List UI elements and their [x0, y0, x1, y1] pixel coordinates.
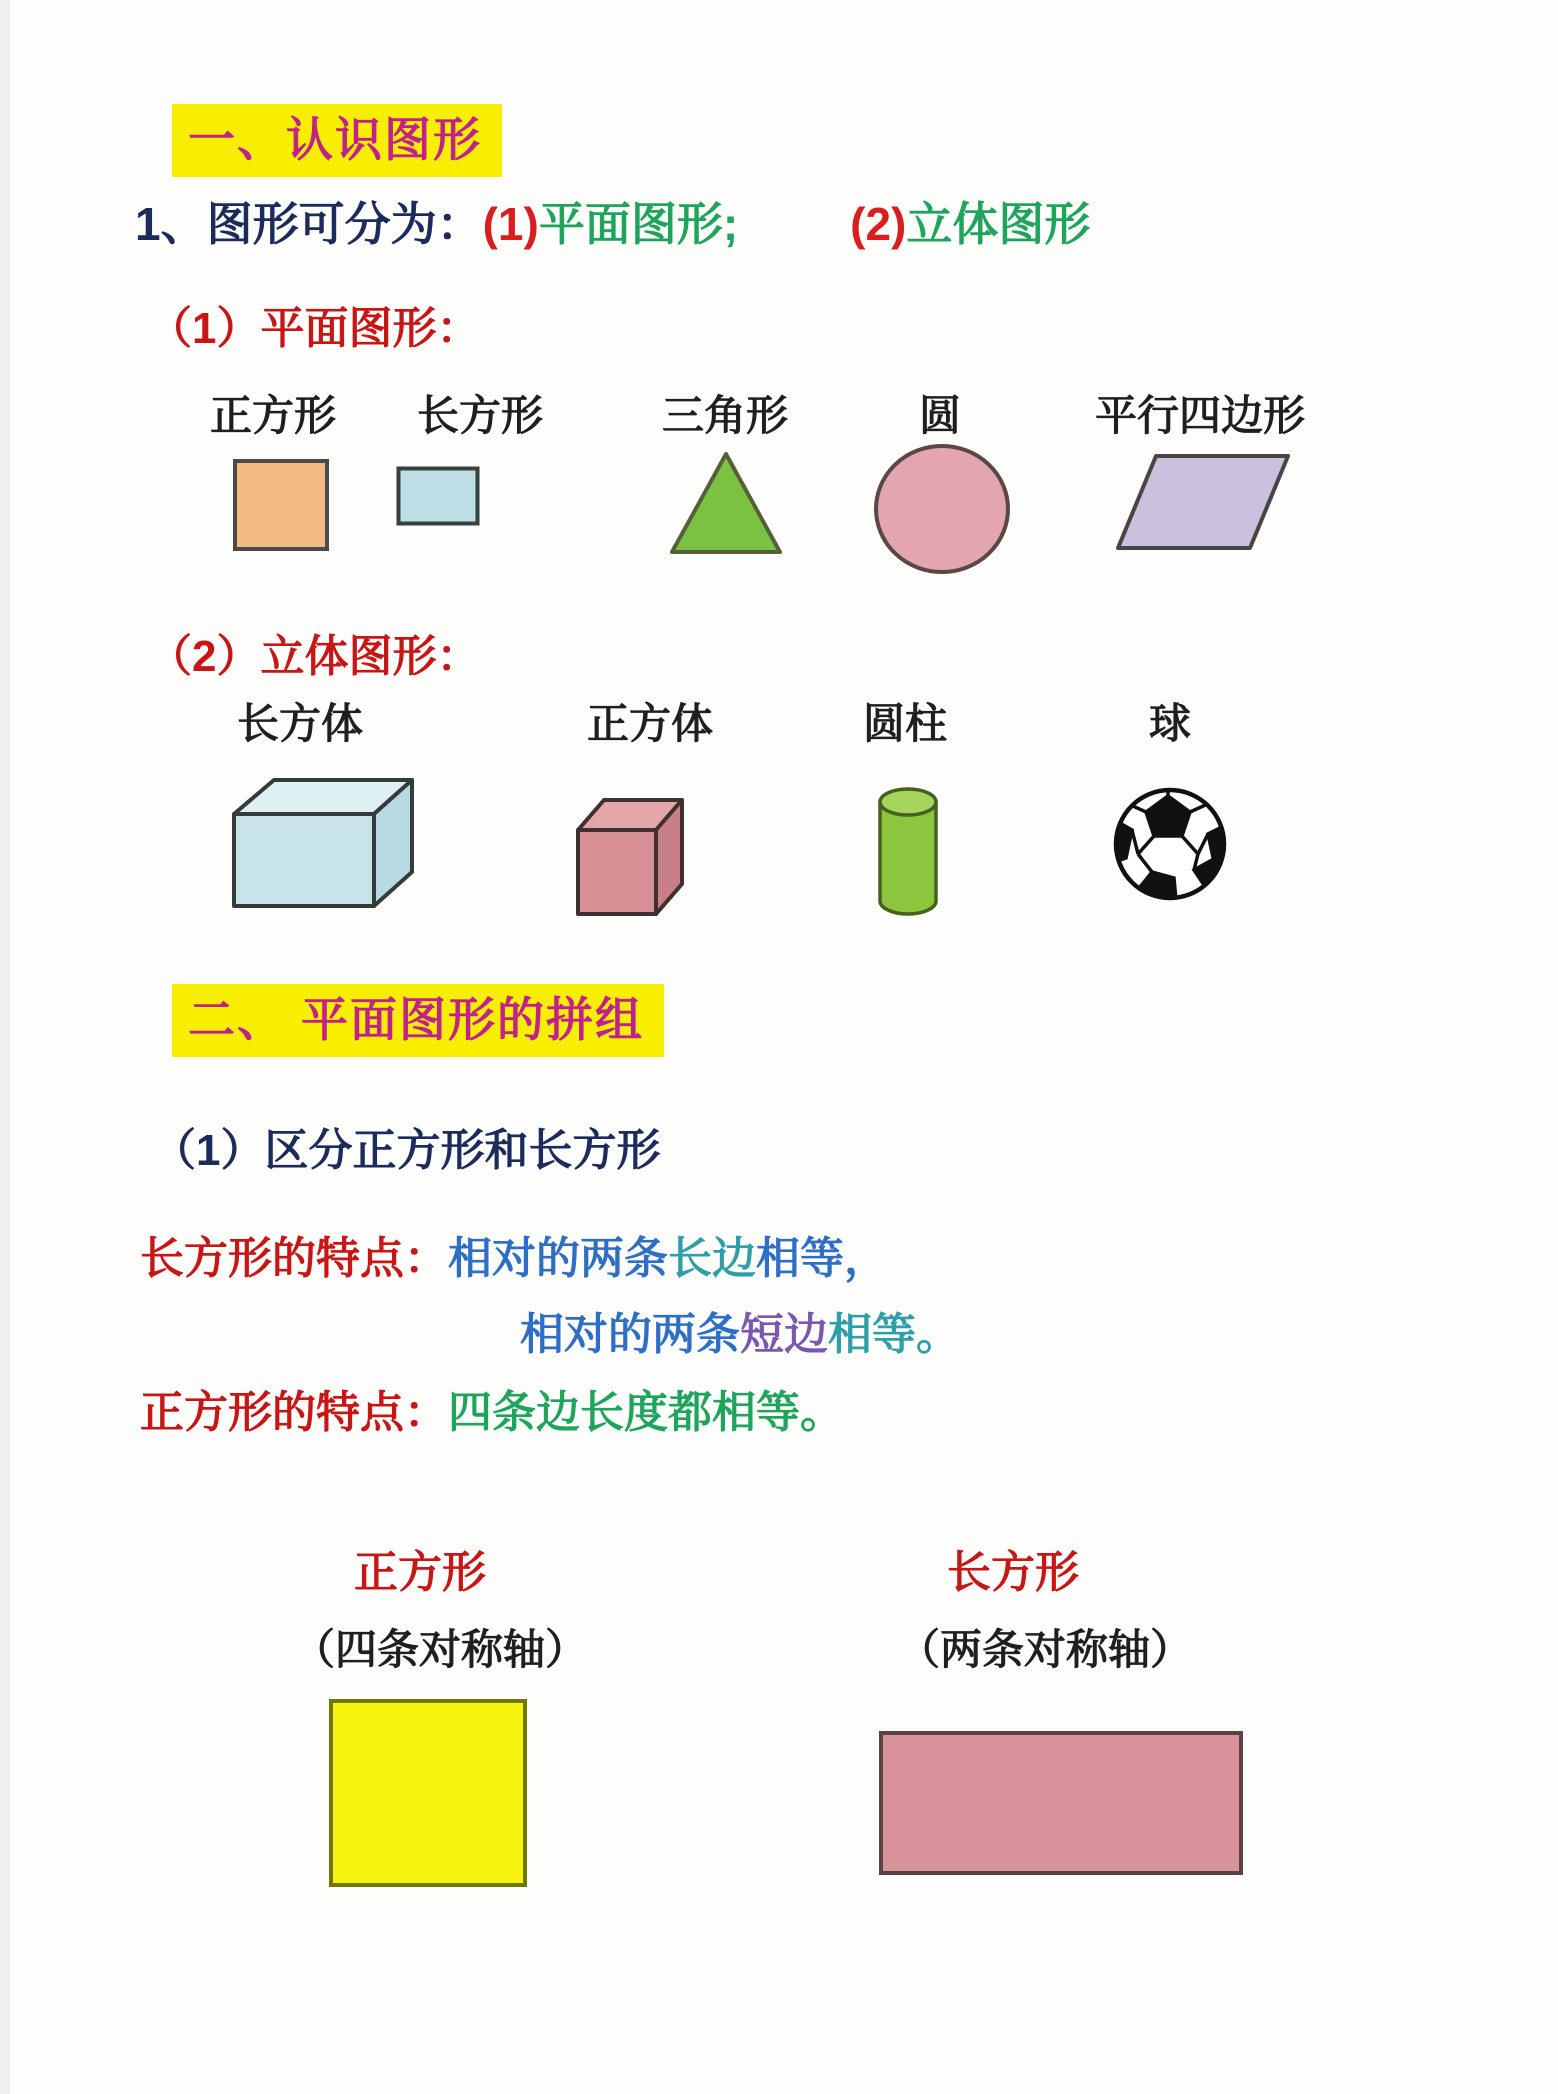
compare-square-title: 正方形 [354, 1548, 486, 1597]
square-fill [235, 461, 327, 549]
rect-feat-l2-seg3: 相等。 [828, 1310, 960, 1359]
triangle-fill [672, 454, 780, 552]
solid-label-cube: 正方体 [586, 700, 714, 747]
flat-label-square: 正方形 [209, 392, 337, 439]
square-features-label: 正方形的特点： [140, 1388, 448, 1437]
flat-label-rectangle: 长方形 [416, 392, 544, 439]
soccer-ball-shape [1110, 784, 1230, 904]
solid-label-sphere: 球 [1148, 700, 1192, 747]
section1-title: 一、认识图形 [172, 104, 502, 177]
square-shape [232, 458, 330, 552]
solid-label-cylinder: 圆柱 [862, 700, 948, 747]
section2-title: 二、 平面图形的拼组 [172, 984, 664, 1057]
cuboid-shape [226, 770, 418, 910]
cube-shape [572, 792, 690, 920]
cylinder-body [880, 802, 936, 914]
rect-feat-l2-seg2: 短边 [740, 1310, 828, 1359]
flat-shapes-heading: （1）平面图形： [148, 304, 481, 353]
solid-shapes-heading: （2）立体图形： [148, 632, 481, 681]
parallelogram-shape [1116, 452, 1292, 552]
big-yellow-square [328, 1698, 528, 1888]
rectangle-fill [399, 469, 478, 524]
rectangle-features-label: 长方形的特点： [140, 1234, 448, 1283]
compare-square-note: （四条对称轴） [292, 1626, 588, 1673]
parallelogram-fill [1118, 456, 1288, 548]
cube-front-face [578, 830, 656, 914]
compare-rectangle-note: （两条对称轴） [897, 1626, 1193, 1673]
circle-fill [876, 446, 1008, 572]
square-features-text: 四条边长度都相等。 [448, 1388, 844, 1437]
cylinder-shape [876, 784, 944, 920]
rect-feat-l2-seg1: 相对的两条 [520, 1310, 740, 1359]
cylinder-top [880, 789, 936, 815]
rect-feat-l1-seg3: 相等， [756, 1234, 888, 1283]
intro-prefix: 1、图形可分为： [135, 198, 483, 250]
solid-label-cuboid: 长方体 [236, 700, 364, 747]
flat-label-circle: 圆 [918, 392, 962, 439]
intro-solid-label: 立体图形 [906, 198, 1091, 250]
intro-number-1: (1) [482, 198, 539, 250]
intro-line [135, 198, 1090, 251]
flat-label-parallelogram: 平行四边形 [1094, 392, 1306, 439]
rect-feat-l1-seg1: 相对的两条 [448, 1234, 668, 1283]
big-rectangle-fill [881, 1733, 1241, 1873]
square-features-line [140, 1388, 844, 1439]
triangle-shape [668, 450, 784, 556]
rectangle-features-line2 [520, 1310, 960, 1361]
big-pink-rectangle [878, 1730, 1244, 1876]
intro-flat-label: 平面图形; [538, 198, 739, 250]
cuboid-front-face [234, 814, 374, 906]
rectangle-shape [396, 466, 480, 526]
section1-title-highlight [172, 104, 502, 177]
big-square-fill [331, 1701, 525, 1885]
rect-feat-l1-seg2: 长边 [668, 1234, 756, 1283]
circle-shape [872, 442, 1012, 576]
rectangle-features-line1 [140, 1234, 888, 1285]
section2-subheading: （1）区分正方形和长方形 [152, 1126, 661, 1175]
section2-title-highlight [172, 984, 664, 1057]
intro-number-2: (2) [850, 198, 907, 250]
flat-label-triangle: 三角形 [661, 392, 789, 439]
compare-rectangle-title: 长方形 [947, 1548, 1079, 1597]
